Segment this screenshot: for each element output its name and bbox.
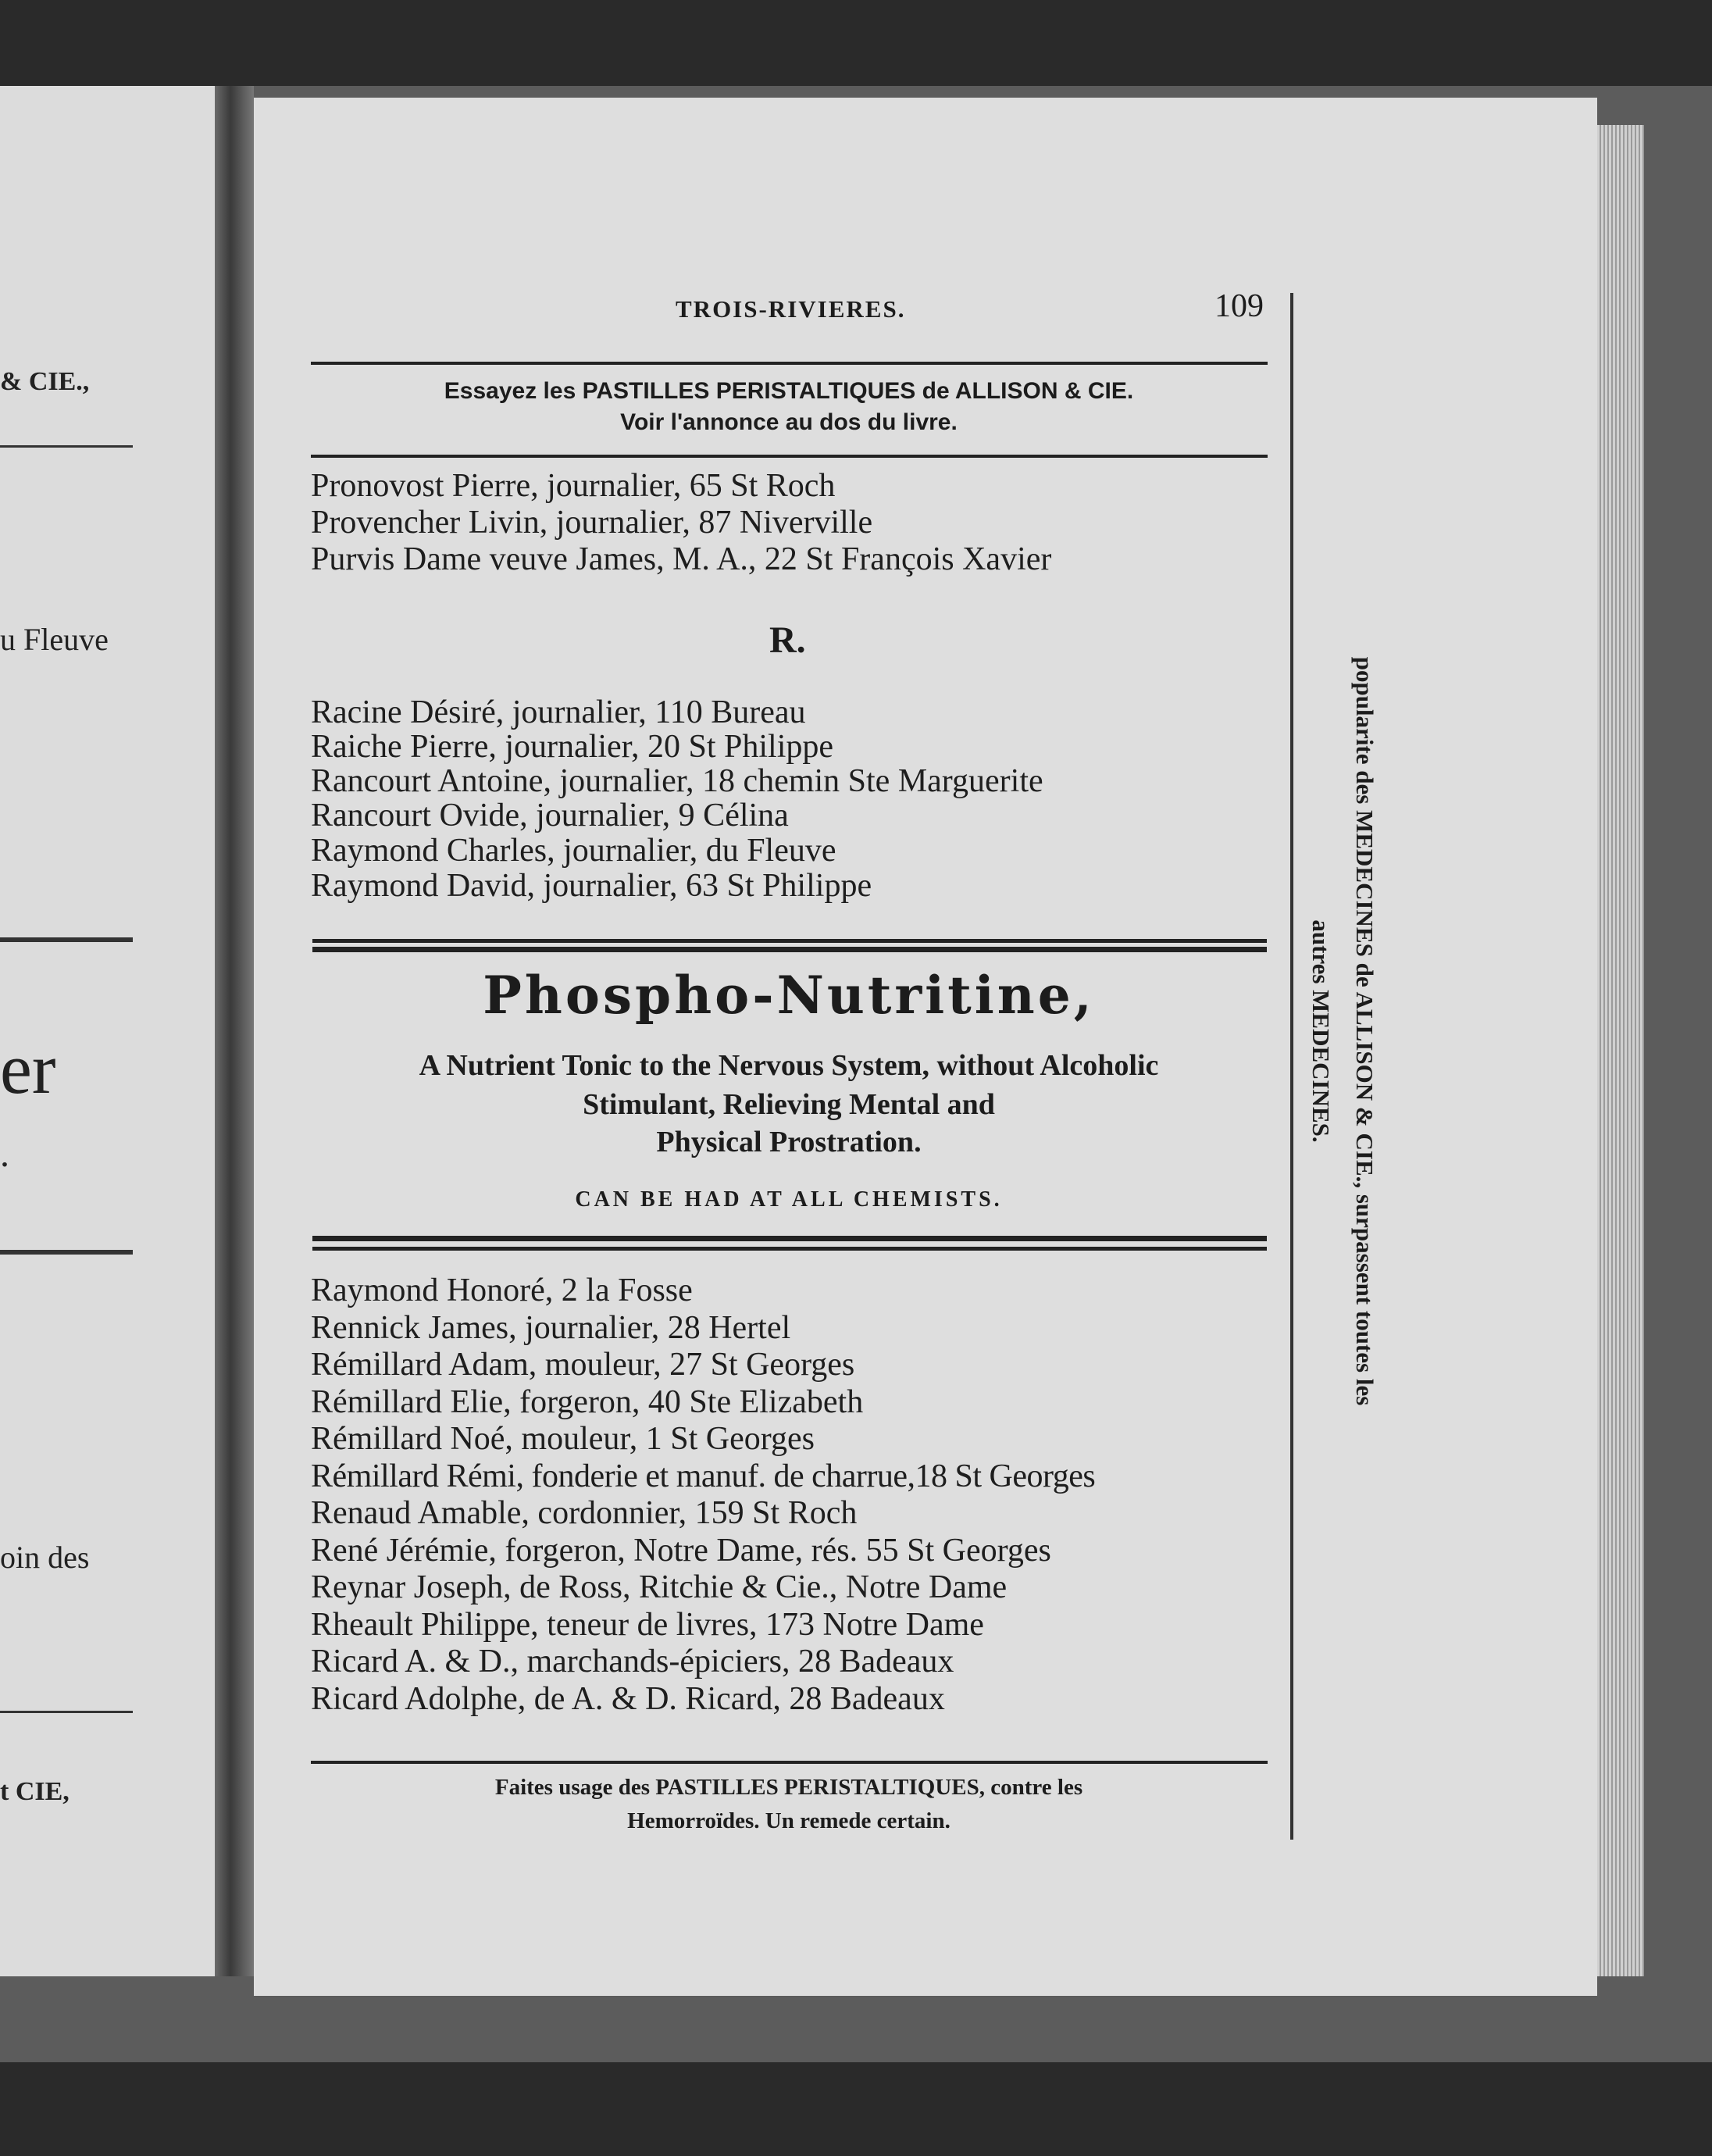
phospho-ad-line: A Nutrient Tonic to the Nervous System, without Alcoholic [419, 1049, 1159, 1082]
top-ad-line-2: Voir l'annonce au dos du livre. [620, 409, 958, 435]
ad-border-rule [312, 1236, 1267, 1241]
page-edges [1597, 125, 1644, 1976]
bottom-ad-rule [311, 1761, 1268, 1764]
directory-entry: Raymond David, journalier, 63 St Philippe [311, 868, 872, 904]
directory-entry: Ricard A. & D., marchands-épiciers, 28 Badeaux [311, 1644, 954, 1679]
scan-background-top [0, 0, 1712, 86]
directory-entry: Raymond Charles, journalier, du Fleuve [311, 833, 836, 869]
phospho-ad-title: Phospho-Nutritine, [483, 965, 1095, 1026]
left-fragment: & CIE., [0, 367, 90, 396]
directory-entry: Raiche Pierre, journalier, 20 St Philippe [311, 729, 834, 765]
directory-entry: Rancourt Ovide, journalier, 9 Célina [311, 798, 789, 833]
left-facing-page [0, 86, 215, 1976]
side-ad-line-1: popularite des MEDECINES de ALLISON & CIE., surpassent toutes les [1351, 656, 1379, 1406]
directory-entry: Reynar Joseph, de Ross, Ritchie & Cie., Notre Dame [311, 1569, 1008, 1605]
top-ad-rule [311, 455, 1268, 458]
left-rule [0, 937, 133, 942]
header-rule [311, 362, 1268, 365]
bottom-ad-line-2: Hemorroïdes. Un remede certain. [627, 1808, 951, 1833]
phospho-ad-line: Stimulant, Relieving Mental and [583, 1088, 995, 1121]
left-fragment: er [0, 1029, 56, 1108]
directory-entry: Rancourt Antoine, journalier, 18 chemin Ste Marguerite [311, 763, 1043, 799]
phospho-ad-tagline: CAN BE HAD AT ALL CHEMISTS. [575, 1187, 1003, 1212]
directory-entry: Rémillard Rémi, fonderie et manuf. de charrue,18 St Georges [311, 1458, 1096, 1494]
directory-entry: Pronovost Pierre, journalier, 65 St Roch [311, 468, 836, 504]
side-ad-vertical [1293, 402, 1386, 1660]
page-number: 109 [1214, 288, 1264, 324]
left-fragment: t CIE, [0, 1777, 70, 1806]
section-letter: R. [769, 619, 806, 661]
directory-entry: René Jérémie, forgeron, Notre Dame, rés. 55 St Georges [311, 1533, 1051, 1569]
directory-entry: Rheault Philippe, teneur de livres, 173 Notre Dame [311, 1607, 984, 1643]
directory-entry: Rémillard Elie, forgeron, 40 Ste Elizabeth [311, 1384, 864, 1420]
running-head: TROIS-RIVIERES. [676, 295, 906, 323]
left-rule [0, 1711, 133, 1713]
directory-entry: Racine Désiré, journalier, 110 Bureau [311, 694, 806, 730]
directory-entry: Renaud Amable, cordonnier, 159 St Roch [311, 1495, 858, 1531]
directory-entry: Rémillard Adam, mouleur, 27 St Georges [311, 1347, 855, 1383]
ad-border-rule [312, 1247, 1267, 1251]
directory-entry: Ricard Adolphe, de A. & D. Ricard, 28 Badeaux [311, 1681, 945, 1717]
directory-entry: Raymond Honoré, 2 la Fosse [311, 1273, 693, 1308]
side-ad-line-2: autres MEDECINES. [1307, 919, 1335, 1143]
directory-entry: Rennick James, journalier, 28 Hertel [311, 1310, 791, 1346]
left-rule [0, 1250, 133, 1255]
directory-entry: Rémillard Noé, mouleur, 1 St Georges [311, 1421, 815, 1457]
top-ad-line-1: Essayez les PASTILLES PERISTALTIQUES de ALLISON & CIE. [444, 378, 1134, 404]
scan-background-bottom [0, 2062, 1712, 2156]
left-fragment: oin des [0, 1540, 90, 1575]
book-gutter [215, 86, 254, 1976]
left-fragment: . [0, 1133, 9, 1175]
directory-entry: Purvis Dame veuve James, M. A., 22 St François Xavier [311, 541, 1052, 577]
ad-border-rule [312, 947, 1267, 952]
bottom-ad-line-1: Faites usage des PASTILLES PERISTALTIQUES, contre les [494, 1775, 1083, 1800]
phospho-ad-line: Physical Prostration. [656, 1126, 922, 1158]
ad-border-rule [312, 939, 1267, 943]
left-fragment: u Fleuve [0, 622, 109, 657]
left-rule [0, 445, 133, 448]
directory-entry: Provencher Livin, journalier, 87 Niverville [311, 505, 873, 541]
